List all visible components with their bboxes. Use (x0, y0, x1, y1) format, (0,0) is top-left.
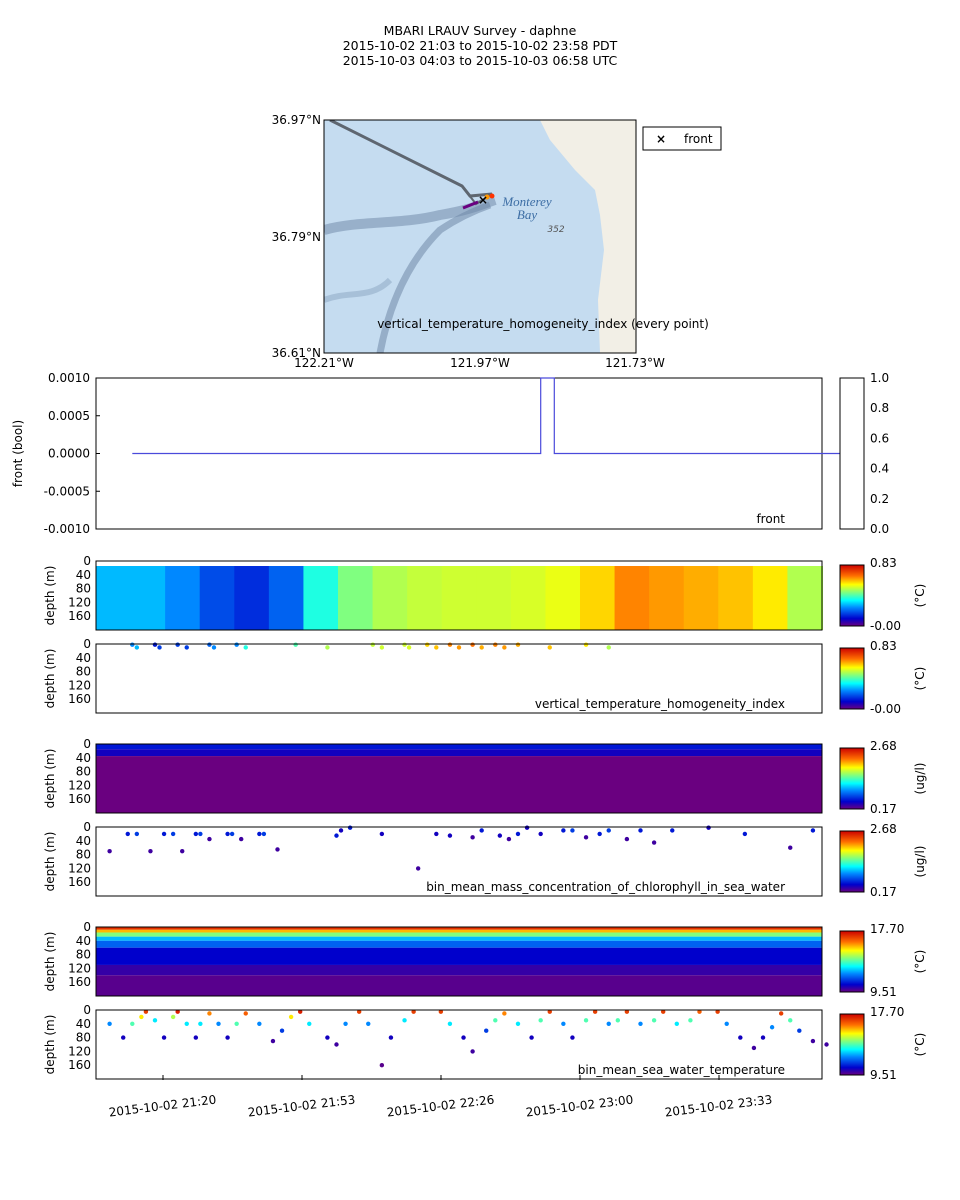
data-point (207, 837, 211, 841)
data-point (171, 1015, 175, 1019)
data-point (230, 832, 234, 836)
data-point (262, 832, 266, 836)
series-label: front (756, 512, 785, 526)
lat-tick-label: 36.97°N (271, 113, 321, 127)
figure-title: MBARI LRAUV Survey - daphne (383, 23, 577, 38)
y-tick-label: 160 (68, 692, 91, 707)
y-tick-label: -0.0005 (43, 484, 90, 499)
data-point (194, 832, 198, 836)
data-point (461, 1035, 465, 1039)
data-point (153, 1018, 157, 1022)
colorbar (840, 739, 927, 816)
y-tick-label: 0 (83, 637, 91, 651)
data-point (425, 642, 429, 646)
figure-subtitle-utc: 2015-10-03 04:03 to 2015-10-03 06:58 UTC (342, 53, 618, 68)
x-tick-label: 2015-10-02 22:26 (385, 1092, 496, 1120)
y-tick-label: 160 (68, 609, 91, 624)
y-tick-label: 0 (83, 820, 91, 834)
heatmap-cell (442, 566, 478, 630)
data-point (538, 1018, 542, 1022)
data-point (380, 832, 384, 836)
data-point (670, 828, 674, 832)
colorbar-max-label: 17.70 (870, 922, 905, 936)
map-caption: vertical_temperature_homogeneity_index (every point) (377, 317, 709, 331)
colorbar (840, 556, 927, 633)
y-tick-label: 160 (68, 792, 91, 807)
colorbar-units-label: (°C) (913, 666, 927, 691)
heatmap-cell (96, 566, 132, 630)
y-tick-label: 40 (75, 1016, 91, 1031)
y-tick-label: 0.0005 (48, 408, 90, 423)
data-point (198, 832, 202, 836)
data-point (402, 1018, 406, 1022)
colorbar-min-label: 0.17 (870, 885, 897, 899)
data-point (502, 1011, 506, 1015)
data-point (625, 837, 629, 841)
colorbar-max-label: 17.70 (870, 1005, 905, 1019)
heatmap-cell (165, 566, 201, 630)
data-point (334, 833, 338, 837)
heatmap-cell (269, 566, 305, 630)
colorbar-gradient (840, 648, 864, 709)
heatmap-cell (787, 566, 823, 630)
heatmap-layer (96, 749, 822, 756)
y-tick-label: 0.0000 (48, 446, 90, 461)
depth-label: 352 (547, 225, 565, 235)
figure-subtitle-pdt: 2015-10-02 21:03 to 2015-10-02 23:58 PDT (342, 38, 618, 53)
y-tick-label: 40 (75, 567, 91, 582)
data-point (811, 828, 815, 832)
map-legend (643, 127, 721, 150)
data-point (280, 1029, 284, 1033)
data-point (325, 1035, 329, 1039)
series-label: vertical_temperature_homogeneity_index (534, 697, 785, 711)
colorbar (840, 922, 927, 999)
heatmap-cell (303, 566, 339, 630)
data-point (584, 1018, 588, 1022)
data-point (561, 828, 565, 832)
data-point (434, 832, 438, 836)
data-point (752, 1046, 756, 1050)
data-point (130, 1022, 134, 1026)
y-axis-label: depth (m) (43, 931, 57, 992)
data-point (479, 828, 483, 832)
data-point (139, 1015, 143, 1019)
data-point (706, 825, 710, 829)
place-label: Monterey (502, 194, 552, 209)
data-point (448, 642, 452, 646)
y-axis-label: front (bool) (11, 419, 25, 488)
y-tick-label: 80 (75, 664, 91, 679)
data-point (407, 645, 411, 649)
data-point (738, 1035, 742, 1039)
data-point (616, 1018, 620, 1022)
data-point (194, 1035, 198, 1039)
heatmap-layer (96, 937, 822, 941)
colorbar-tick-label: 1.0 (870, 371, 890, 385)
colorbar-min-label: -0.00 (870, 619, 902, 633)
data-point (788, 1018, 792, 1022)
colorbar-frame (840, 378, 864, 529)
data-point (185, 645, 189, 649)
data-point (107, 1022, 111, 1026)
data-point (516, 1022, 520, 1026)
lat-tick-label: 36.79°N (271, 230, 321, 244)
y-tick-label: 0 (83, 920, 91, 934)
colorbar-tick-label: 0.0 (870, 522, 890, 536)
heatmap-layer (96, 965, 822, 975)
y-tick-label: 120 (68, 595, 91, 610)
legend-marker-icon: × (655, 132, 667, 146)
data-point (162, 832, 166, 836)
colorbar-gradient (840, 931, 864, 992)
data-point (457, 645, 461, 649)
data-point (239, 837, 243, 841)
data-point (307, 1022, 311, 1026)
y-tick-label: 120 (68, 678, 91, 693)
data-point (380, 1063, 384, 1067)
y-tick-label: 120 (68, 961, 91, 976)
colorbar-gradient (840, 1014, 864, 1075)
y-axis-label: depth (m) (43, 1014, 57, 1075)
heatmap-layer (96, 744, 822, 749)
series-label: bin_mean_mass_concentration_of_chlorophyll_in_sea_water (426, 880, 785, 894)
data-point (607, 645, 611, 649)
heatmap-cell (511, 566, 547, 630)
data-point (502, 645, 506, 649)
data-point (493, 1018, 497, 1022)
heatmap-cell (753, 566, 789, 630)
data-point (153, 642, 157, 646)
data-point (212, 645, 216, 649)
colorbar-gradient (840, 565, 864, 626)
data-point (570, 1035, 574, 1039)
y-tick-label: 80 (75, 1030, 91, 1045)
y-tick-label: 0 (83, 1003, 91, 1017)
data-point (638, 828, 642, 832)
colorbar-tick-label: 0.4 (870, 461, 890, 476)
place-label: Bay (516, 207, 538, 222)
data-point (225, 832, 229, 836)
data-point (448, 1022, 452, 1026)
depth-panel (43, 920, 927, 999)
data-point (121, 1035, 125, 1039)
data-point (339, 828, 343, 832)
data-point (343, 1022, 347, 1026)
data-point (652, 840, 656, 844)
colorbar-gradient (840, 748, 864, 809)
y-tick-label: 120 (68, 1044, 91, 1059)
colorbar-min-label: 0.17 (870, 802, 897, 816)
heatmap-cell (407, 566, 443, 630)
data-point (207, 642, 211, 646)
data-point (257, 832, 261, 836)
data-point (171, 832, 175, 836)
heatmap-layer (96, 933, 822, 937)
data-point (175, 642, 179, 646)
data-point (743, 832, 747, 836)
data-point (271, 1039, 275, 1043)
colorbar-max-label: 0.83 (870, 639, 897, 653)
y-axis-label: depth (m) (43, 648, 57, 709)
data-point (498, 833, 502, 837)
lon-tick-label: 121.97°W (450, 356, 510, 370)
data-point (470, 642, 474, 646)
colorbar (840, 639, 927, 716)
data-point (389, 1035, 393, 1039)
heatmap-cell (234, 566, 270, 630)
heatmap-cell (649, 566, 685, 630)
colorbar (840, 822, 927, 899)
colorbar-tick-label: 0.8 (870, 401, 890, 416)
data-point (725, 1022, 729, 1026)
heatmap-cell (200, 566, 236, 630)
lon-tick-label: 121.73°W (605, 356, 665, 370)
data-point (607, 828, 611, 832)
y-axis-label: depth (m) (43, 748, 57, 809)
data-point (234, 1022, 238, 1026)
y-tick-label: 160 (68, 1058, 91, 1073)
data-point (597, 832, 601, 836)
heatmap-cell (373, 566, 409, 630)
y-tick-label: 80 (75, 764, 91, 779)
data-point (652, 1018, 656, 1022)
y-tick-label: 120 (68, 861, 91, 876)
data-point (198, 1022, 202, 1026)
data-point (275, 847, 279, 851)
y-tick-label: 0 (83, 554, 91, 568)
data-point (334, 1042, 338, 1046)
colorbar-max-label: 2.68 (870, 822, 897, 836)
y-tick-label: 0 (83, 737, 91, 751)
front-colorbar (840, 371, 889, 536)
y-tick-label: 40 (75, 750, 91, 765)
data-point (157, 645, 161, 649)
x-tick-label: 2015-10-02 23:00 (524, 1092, 635, 1120)
y-tick-label: 0.0010 (48, 371, 90, 385)
data-point (234, 642, 238, 646)
data-point (607, 1022, 611, 1026)
y-tick-label: 80 (75, 847, 91, 862)
data-point (770, 1025, 774, 1029)
lat-tick-label: 36.61°N (271, 346, 321, 360)
data-point (416, 866, 420, 870)
heatmap-cell (545, 566, 581, 630)
colorbar-units-label: (°C) (913, 1032, 927, 1057)
colorbar-tick-label: 0.6 (870, 431, 890, 446)
x-tick-label: 2015-10-02 21:53 (246, 1092, 357, 1120)
data-point (448, 833, 452, 837)
data-point (584, 642, 588, 646)
colorbar-units-label: (°C) (913, 583, 927, 608)
colorbar-min-label: 9.51 (870, 985, 897, 999)
colorbar-max-label: 0.83 (870, 556, 897, 570)
heatmap-cell (338, 566, 374, 630)
data-point (797, 1029, 801, 1033)
heatmap-layer (96, 941, 822, 948)
data-point (135, 645, 139, 649)
data-point (366, 1022, 370, 1026)
data-point (811, 1039, 815, 1043)
data-point (525, 825, 529, 829)
depth-panel (43, 1003, 927, 1082)
data-point (185, 1022, 189, 1026)
depth-panel (43, 737, 927, 816)
data-point (107, 849, 111, 853)
colorbar (840, 1005, 927, 1082)
front-marker-icon: × (477, 193, 489, 207)
colorbar-tick-label: 0.2 (870, 491, 890, 506)
data-point (675, 1022, 679, 1026)
data-point (126, 832, 130, 836)
lon-tick-label: 122.21°W (294, 356, 354, 370)
time-axis (108, 1075, 773, 1120)
data-point (516, 642, 520, 646)
y-axis-label: depth (m) (43, 565, 57, 626)
data-point (293, 642, 297, 646)
y-tick-label: 80 (75, 947, 91, 962)
heatmap-layer (96, 975, 822, 996)
colorbar-gradient (840, 831, 864, 892)
data-point (824, 1042, 828, 1046)
data-point (371, 642, 375, 646)
data-point (493, 642, 497, 646)
data-point (348, 825, 352, 829)
heatmap-cell (684, 566, 720, 630)
front-panel (11, 371, 889, 536)
y-tick-label: 160 (68, 975, 91, 990)
x-tick-label: 2015-10-02 21:20 (107, 1092, 218, 1120)
y-tick-label: 80 (75, 581, 91, 596)
colorbar-min-label: -0.00 (870, 702, 902, 716)
data-point (216, 1022, 220, 1026)
data-point (325, 645, 329, 649)
data-point (257, 1022, 261, 1026)
data-point (484, 1029, 488, 1033)
data-point (688, 1018, 692, 1022)
data-point (289, 1015, 293, 1019)
data-point (507, 837, 511, 841)
map-panel (272, 113, 721, 370)
depth-panel (43, 554, 927, 633)
data-point (470, 1049, 474, 1053)
y-axis-label: depth (m) (43, 831, 57, 892)
depth-panel (43, 820, 927, 899)
heatmap-cell (580, 566, 616, 630)
heatmap-cell (131, 566, 167, 630)
colorbar-min-label: 9.51 (870, 1068, 897, 1082)
data-point (244, 645, 248, 649)
data-point (788, 846, 792, 850)
heatmap-layer (96, 756, 822, 813)
data-point (244, 1011, 248, 1015)
data-point (479, 645, 483, 649)
series-label: bin_mean_sea_water_temperature (577, 1063, 785, 1077)
y-tick-label: 40 (75, 933, 91, 948)
data-point (180, 849, 184, 853)
heatmap-cell (718, 566, 754, 630)
x-tick-label: 2015-10-02 23:33 (663, 1092, 774, 1120)
data-point (207, 1011, 211, 1015)
data-point (516, 832, 520, 836)
heatmap-layer (96, 948, 822, 965)
heatmap-cell (476, 566, 512, 630)
data-point (538, 832, 542, 836)
data-point (434, 645, 438, 649)
y-tick-label: 40 (75, 833, 91, 848)
data-point (470, 835, 474, 839)
data-point (380, 645, 384, 649)
data-point (548, 645, 552, 649)
data-point (135, 832, 139, 836)
colorbar-max-label: 2.68 (870, 739, 897, 753)
data-point (584, 835, 588, 839)
y-tick-label: 160 (68, 875, 91, 890)
legend-label: front (684, 132, 713, 146)
y-tick-label: -0.0010 (43, 522, 90, 536)
data-point (638, 1022, 642, 1026)
depth-panel (43, 637, 927, 716)
colorbar-units-label: (ug/l) (913, 762, 927, 795)
data-point (570, 828, 574, 832)
y-tick-label: 120 (68, 778, 91, 793)
heatmap-cell (615, 566, 651, 630)
data-point (561, 1022, 565, 1026)
data-point (779, 1011, 783, 1015)
colorbar-units-label: (°C) (913, 949, 927, 974)
colorbar-units-label: (ug/l) (913, 845, 927, 878)
data-point (130, 642, 134, 646)
data-point (225, 1035, 229, 1039)
heatmap-layer (96, 930, 822, 933)
y-tick-label: 40 (75, 650, 91, 665)
data-point (402, 642, 406, 646)
data-point (162, 1035, 166, 1039)
data-point (529, 1035, 533, 1039)
data-point (761, 1035, 765, 1039)
data-point (148, 849, 152, 853)
